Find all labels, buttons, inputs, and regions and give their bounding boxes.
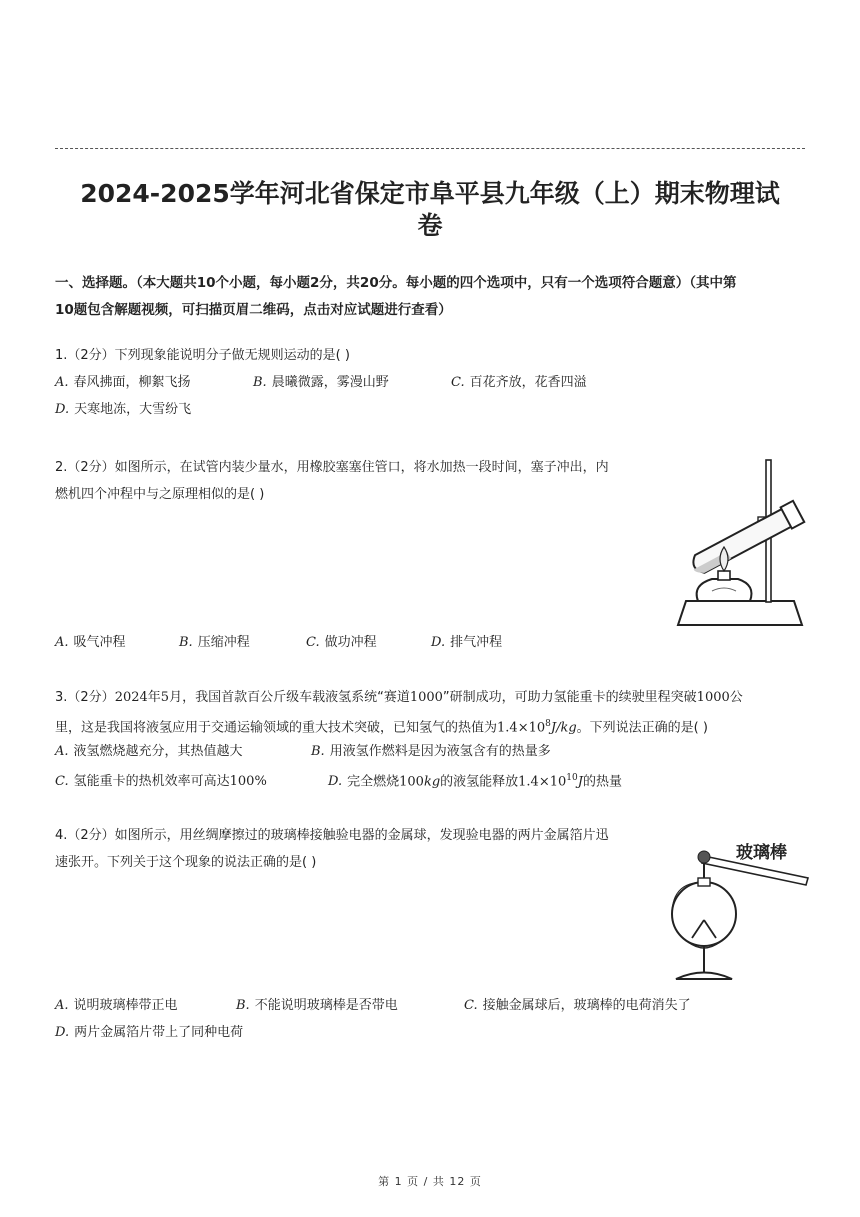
question-4-stem-1: 4.（2分）如图所示，用丝绸摩擦过的玻璃棒接触验电器的金属球，发现验电器的两片金属箔片迅 <box>55 828 609 843</box>
q4-option-d[interactable]: D. 两片金属箔片带上了同种电荷 <box>55 1025 244 1040</box>
q4-option-c[interactable]: C. 接触金属球后，玻璃棒的电荷消失了 <box>464 998 691 1013</box>
q3-option-c[interactable]: C. 氢能重卡的热机效率可高达100% <box>55 774 267 790</box>
test-tube-heating-figure <box>672 455 810 630</box>
question-1-options <box>55 369 815 396</box>
q2-option-b[interactable]: B. 压缩冲程 <box>179 635 250 650</box>
q1-option-a[interactable]: A. 春风拂面，柳絮飞扬 <box>55 375 191 390</box>
electroscope-figure <box>666 842 816 984</box>
q2-option-d[interactable]: D. 排气冲程 <box>431 635 503 650</box>
title-line-2: 卷 <box>417 211 443 240</box>
q2-option-c[interactable]: C. 做功冲程 <box>306 635 377 650</box>
title-line-1: 2024-2025学年河北省保定市阜平县九年级（上）期末物理试 <box>80 179 780 208</box>
page-title <box>40 178 820 242</box>
section-heading <box>55 270 805 324</box>
q2-option-a[interactable]: A. 吸气冲程 <box>55 635 126 650</box>
question-1-stem: 1.（2分）下列现象能说明分子做无规则运动的是( ) <box>55 348 350 363</box>
q1-option-d[interactable]: D. 天寒地冻，大雪纷飞 <box>55 402 192 417</box>
q1-option-b[interactable]: B. 晨曦微露，雾漫山野 <box>253 375 389 390</box>
q3-option-d[interactable]: D. 完全燃烧100kg的液氢能释放$1.4\times 10^{10}J$的热量 <box>328 773 622 790</box>
question-3-stem-1: 3.（2分）2024年5月，我国首款百公斤级车载液氢系统“赛道1000”研制成功，可助力氢能重卡的续驶里程突破1000公 <box>55 690 743 705</box>
q4-option-a[interactable]: A. 说明玻璃棒带正电 <box>55 998 178 1013</box>
question-2-stem-2: 燃机四个冲程中与之原理相似的是( ) <box>55 487 265 502</box>
question-4-options-2 <box>55 1019 815 1046</box>
question-4-stem-2: 速张开。下列关于这个现象的说法正确的是( ) <box>55 855 317 870</box>
question-4-options-1 <box>55 992 815 1019</box>
page-footer: 第 1 页 / 共 12 页 <box>378 1175 482 1188</box>
question-2-stem-1: 2.（2分）如图所示，在试管内装少量水，用橡胶塞塞住管口，将水加热一段时间，塞子冲出，内 <box>55 460 609 475</box>
section-line-2: 10题包含解题视频，可扫描页眉二维码，点击对应试题进行查看） <box>55 302 452 318</box>
q4-option-b[interactable]: B. 不能说明玻璃棒是否带电 <box>236 998 398 1013</box>
section-line-1: 一、选择题。（本大题共10个小题，每小题2分，共20分。每小题的四个选项中，只有一个选项符合题意）（其中第 <box>55 275 737 291</box>
header-divider <box>55 148 805 149</box>
question-3-stem-2: 里，这是我国将液氢应用于交通运输领域的重大技术突破，已知氢气的热值为$1.4\times 10^8J/kg$。下列说法正确的是( ) <box>55 719 708 736</box>
question-3-options-1 <box>55 738 815 765</box>
question-1-options-2 <box>55 396 815 423</box>
q3-option-b[interactable]: B. 用液氢作燃料是因为液氢含有的热量多 <box>311 744 551 759</box>
question-2-options <box>55 629 815 656</box>
question-3-options-2 <box>55 765 815 795</box>
figure-label-glass-rod: 玻璃棒 <box>736 843 787 863</box>
q3-option-a[interactable]: A. 液氢燃烧越充分，其热值越大 <box>55 744 243 759</box>
q1-option-c[interactable]: C. 百花齐放，花香四溢 <box>451 375 587 390</box>
